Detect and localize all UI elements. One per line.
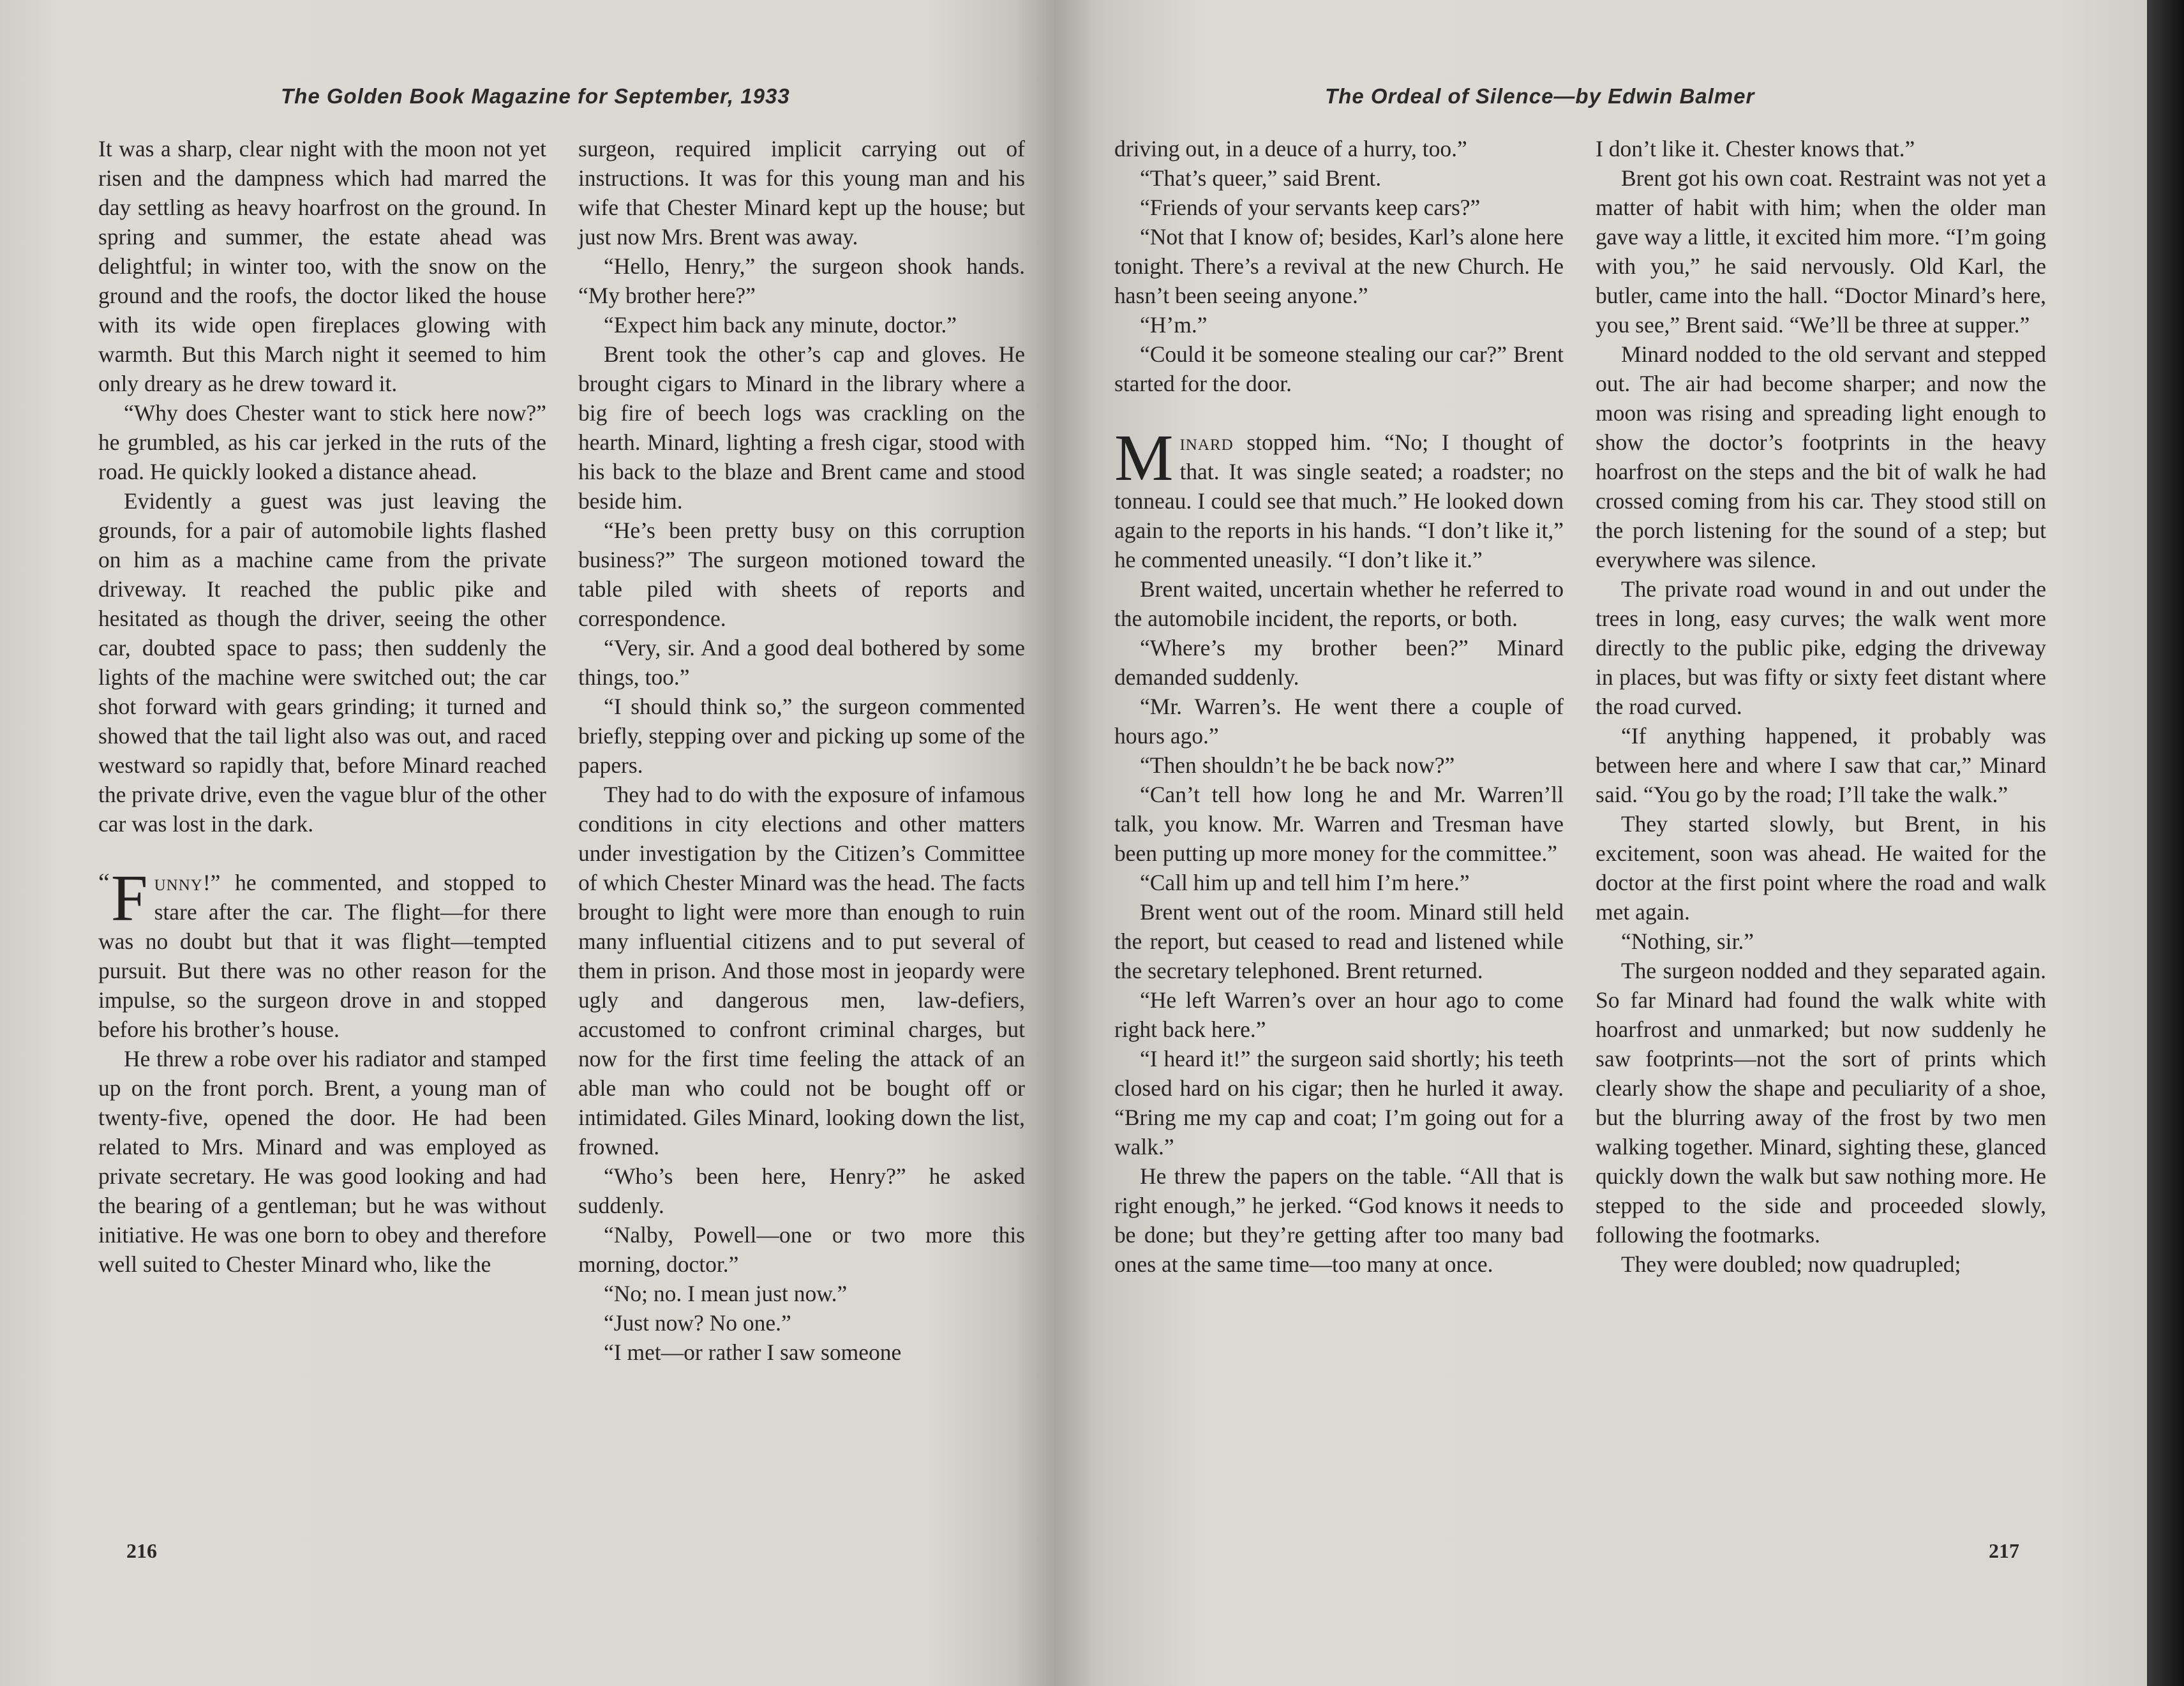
paragraph: The private road wound in and out under the trees in long, easy curves; the walk went more directly to the public pike, edging the driveway in places, but was fifty or sixty feet distant where the road curved.: [1596, 576, 2046, 719]
page-number-right: 217: [1989, 1539, 2019, 1562]
paragraph: Brent took the other’s cap and gloves. He brought cigars to Minard in the library where a big fire of beech logs was crackling on the hearth. Minard, lighting a fresh cigar, stood with his back to the blaze and Brent came and stood beside him.: [578, 341, 1025, 514]
paragraph: They had to do with the exposure of infamous conditions in city elections and other matters under investigation by the Citizen’s Committee of which Chester Minard was the head. The facts brought to light were more than enough to ruin many influential citizens and to put several of them in prison. And those most in jeopardy were ugly and dangerous men, law-defiers, accustomed to confront criminal charges, but now for the first time feeling the attack of an able man who could not be bought off or intimidated. Giles Minard, looking down the list, frowned.: [578, 782, 1025, 1160]
paragraph: “I should think so,” the surgeon commented briefly, stepping over and picking up some of the papers.: [578, 694, 1025, 778]
paragraph: “Then shouldn’t he be back now?”: [1140, 752, 1455, 778]
paragraph: He threw a robe over his radiator and stamped up on the front porch. Brent, a young man of twenty-five, opened the door. He had been related to Mrs. Minard and was employed as private secretary. He was good looking and had the bearing of a gentleman; but he was without initiative. He was one born to obey and therefore well suited to Chester Minard who, like the: [98, 1046, 546, 1277]
left-page: [0, 0, 1054, 1686]
paragraph-text: !” he commented, and stopped to stare after the car. The flight—for there was no doubt but that it was flight—tempted pursuit. But there was no other reason for the impulse, so the surgeon drove in and stopped before his brother’s house.: [98, 870, 546, 1042]
paragraph: I don’t like it. Chester knows that.”: [1596, 136, 1915, 161]
paragraph: “I met—or rather I saw someone: [604, 1339, 902, 1365]
paragraph: “Call him up and tell him I’m here.”: [1140, 870, 1470, 895]
drop-cap: M: [1114, 421, 1174, 495]
paragraph: “Expect him back any minute, doctor.”: [604, 312, 957, 338]
small-caps-lead: unny: [154, 870, 203, 895]
paragraph: “Can’t tell how long he and Mr. Warren’ll talk, you know. Mr. Warren and Tresman have been putting up more money for the committee.”: [1114, 782, 1564, 866]
paragraph: “He left Warren’s over an hour ago to come right back here.”: [1114, 987, 1564, 1042]
paragraph-text: stopped him. “No; I thought of that. It was single seated; a roadster; no tonneau. I could see that much.” He looked down again to the reports in his hands. “I don’t like it,” he commented uneasily. “I don’t like it.”: [1114, 429, 1564, 572]
paragraph: surgeon, required implicit carrying out of instructions. It was for this young man and his wife that Chester Minard kept up the house; but just now Mrs. Brent was away.: [578, 136, 1025, 250]
paragraph: “Very, sir. And a good deal bothered by some things, too.”: [578, 635, 1025, 690]
right-page: [1054, 0, 2147, 1686]
small-caps-lead: inard: [1179, 429, 1234, 455]
running-head-right: The Ordeal of Silence—by Edwin Balmer: [1325, 84, 1755, 108]
paragraph: “That’s queer,” said Brent.: [1140, 165, 1382, 191]
paragraph-dropcap: [98, 862, 546, 1044]
paragraph: “Who’s been here, Henry?” he asked suddenly.: [578, 1163, 1025, 1218]
paragraph: Evidently a guest was just leaving the grounds, for a pair of automobile lights flashed on him as a machine came from the private driveway. It reached the public pike and hesitated as though the driver, seeing the other car, doubted space to pass; then suddenly the lights of the machine were switched out; the car shot forward with gears grinding; it turned and showed that the tail light also was out, and raced westward so rapidly that, before Minard reached the private drive, even the vague blur of the other car was lost in the dark.: [98, 488, 546, 837]
paragraph: “Nothing, sir.”: [1621, 929, 1754, 954]
paragraph: “Where’s my brother been?” Minard demanded suddenly.: [1114, 635, 1564, 690]
paragraph: driving out, in a deuce of a hurry, too.”: [1114, 136, 1467, 161]
paragraph: They were doubled; now quadrupled;: [1621, 1251, 1961, 1277]
page-number-left: 216: [126, 1539, 157, 1562]
paragraph: “H’m.”: [1140, 312, 1208, 338]
paragraph: The surgeon nodded and they separated again. So far Minard had found the walk white with hoarfrost and unmarked; but now suddenly he saw footprints—not the sort of prints which clearly show the shape and peculiarity of a shoe, but the blurring away of the frost by two men walking together. Minard, sighting these, glanced quickly down the walk but saw nothing more. He stepped to the side and proceeded slowly, following the footmarks.: [1596, 958, 2046, 1248]
paragraph: “Hello, Henry,” the surgeon shook hands. “My brother here?”: [578, 253, 1025, 308]
paragraph: “I heard it!” the surgeon said shortly; his teeth closed hard on his cigar; then he hurled it away. “Bring me my cap and coat; I’m going out for a walk.”: [1114, 1046, 1564, 1160]
paragraph: “Just now? No one.”: [604, 1310, 791, 1336]
paragraph: “No; no. I mean just now.”: [604, 1281, 848, 1306]
paragraph: They started slowly, but Brent, in his excitement, soon was ahead. He waited for the doctor at the first point where the road and walk met again.: [1596, 811, 2046, 925]
left-column-2: [578, 134, 1025, 1367]
paragraph: “Could it be someone stealing our car?” Brent started for the door.: [1114, 341, 1564, 396]
paragraph: Brent went out of the room. Minard still held the report, but ceased to read and listened while the secretary telephoned. Brent returned.: [1114, 899, 1564, 983]
left-column-1: [98, 134, 546, 1279]
paragraph: “Nalby, Powell—one or two more this morning, doctor.”: [578, 1222, 1025, 1277]
paragraph-dropcap: [1114, 421, 1564, 574]
paragraph: “If anything happened, it probably was between here and where I saw that car,” Minard said. “You go by the road; I’ll take the walk.”: [1596, 723, 2046, 807]
paragraph: He threw the papers on the table. “All that is right enough,” he jerked. “God knows it needs to be done; but they’re getting after too many bad ones at the same time—too many at once.: [1114, 1163, 1564, 1277]
paragraph: Brent waited, uncertain whether he referred to the automobile incident, the reports, or both.: [1114, 576, 1564, 631]
paragraph: It was a sharp, clear night with the moon not yet risen and the dampness which had marred the day settling as heavy hoarfrost on the ground. In spring and summer, the estate ahead was delightful; in winter too, with the snow on the ground and the roofs, the doctor liked the house with its wide open fireplaces glowing with warmth. But this March night it seemed to him only dreary as he drew toward it.: [98, 136, 546, 396]
paragraph: Minard nodded to the old servant and stepped out. The air had become sharper; and now the moon was rising and spreading light enough to show the doctor’s footprints in the heavy hoarfrost on the steps and the bit of walk he had crossed coming from his car. They stood still on the porch listening for the sound of a step; but everywhere was silence.: [1596, 341, 2046, 572]
book-edge: [2147, 0, 2184, 1686]
paragraph: “Not that I know of; besides, Karl’s alone here tonight. There’s a revival at the new Church. He hasn’t been seeing anyone.”: [1114, 224, 1564, 308]
open-quote: “: [98, 868, 110, 897]
right-column-2: [1596, 134, 2046, 1279]
running-head-left: The Golden Book Magazine for September, 1933: [281, 84, 790, 108]
drop-cap: F: [110, 862, 148, 935]
right-column-1: [1114, 134, 1564, 1279]
paragraph: “Why does Chester want to stick here now?” he grumbled, as his car jerked in the ruts of the road. He quickly looked a distance ahead.: [98, 400, 546, 484]
paragraph: “Mr. Warren’s. He went there a couple of hours ago.”: [1114, 694, 1564, 749]
paragraph: Brent got his own coat. Restraint was not yet a matter of habit with him; when the older man gave way a little, it excited him more. “I’m going with you,” he said nervously. Old Karl, the butler, came into the hall. “Doctor Minard’s here, you see,” Brent said. “We’ll be three at supper.”: [1596, 165, 2046, 338]
paragraph: “Friends of your servants keep cars?”: [1140, 195, 1481, 220]
paragraph: “He’s been pretty busy on this corruption business?” The surgeon motioned toward the table piled with sheets of reports and correspondence.: [578, 518, 1025, 631]
